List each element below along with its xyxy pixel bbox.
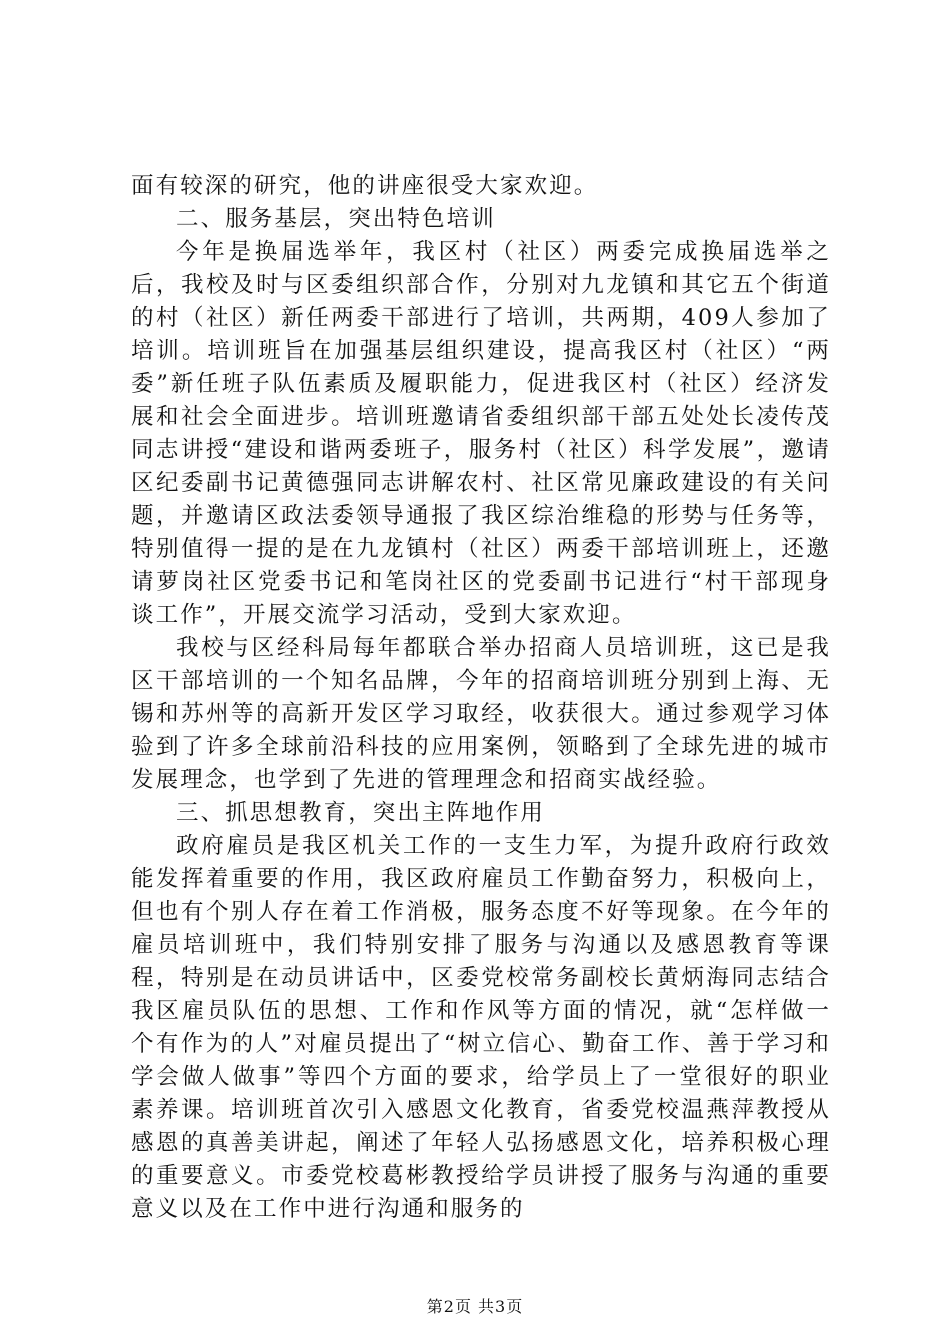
paragraph-continuation: 面有较深的研究，他的讲座很受大家欢迎。	[131, 173, 599, 199]
paragraph-investment-training: 我校与区经科局每年都联合举办招商人员培训班，这已是我区干部培训的一个知名品牌，今年的招商培训班分别到上海、无锡和苏州等的高新开发区学习取经，收获很大。通过参观学习体验到了许多全球前沿科技的应用案例，领略到了全球先进的城市发展理念，也学到了先进的管理理念和招商实战经验。	[131, 635, 831, 793]
section-heading-3: 三、抓思想教育，突出主阵地作用	[176, 800, 546, 826]
paragraph-election-training: 今年是换届选举年，我区村（社区）两委完成换届选举之后，我校及时与区委组织部合作，分别对九龙镇和其它五个街道的村（社区）新任两委干部进行了培训，共两期，409人参加了培训。培训班旨在加强基层组织建设，提高我区村（社区）“两委”新任班子队伍素质及履职能力，促进我区村（社区）经济发展和社会全面进步。培训班邀请省委组织部干部五处处长凌传茂同志讲授“建设和谐两委班子，服务村（社区）科学发展”，邀请区纪委副书记黄德强同志讲解农村、社区常见廉政建设的有关问题，并邀请区政法委领导通报了我区综治维稳的形势与任务等，特别值得一提的是在九龙镇村（社区）两委干部培训班上，还邀请萝岗社区党委书记和笔岗社区的党委副书记进行“村干部现身谈工作”，开展交流学习活动，受到大家欢迎。	[131, 239, 831, 628]
page-number-footer: 第2页 共3页	[426, 1297, 524, 1316]
document-body	[131, 170, 831, 1226]
paragraph-employee-training: 政府雇员是我区机关工作的一支生力军，为提升政府行政效能发挥着重要的作用，我区政府雇员工作勤奋努力，积极向上，但也有个别人存在着工作消极，服务态度不好等现象。在今年的雇员培训班中，我们特别安排了服务与沟通以及感恩教育等课程，特别是在动员讲话中，区委党校常务副校长黄炳海同志结合我区雇员队伍的思想、工作和作风等方面的情况，就“怎样做一个有作为的人”对雇员提出了“树立信心、勤奋工作、善于学习和学会做人做事”等四个方面的要求，给学员上了一堂很好的职业素养课。培训班首次引入感恩文化教育，省委党校温燕萍教授从感恩的真善美讲起，阐述了年轻人弘扬感恩文化，培养积极心理的重要意义。市委党校葛彬教授给学员讲授了服务与沟通的重要意义以及在工作中进行沟通和服务的	[131, 833, 831, 1222]
section-heading-2: 二、服务基层，突出特色培训	[176, 206, 496, 232]
